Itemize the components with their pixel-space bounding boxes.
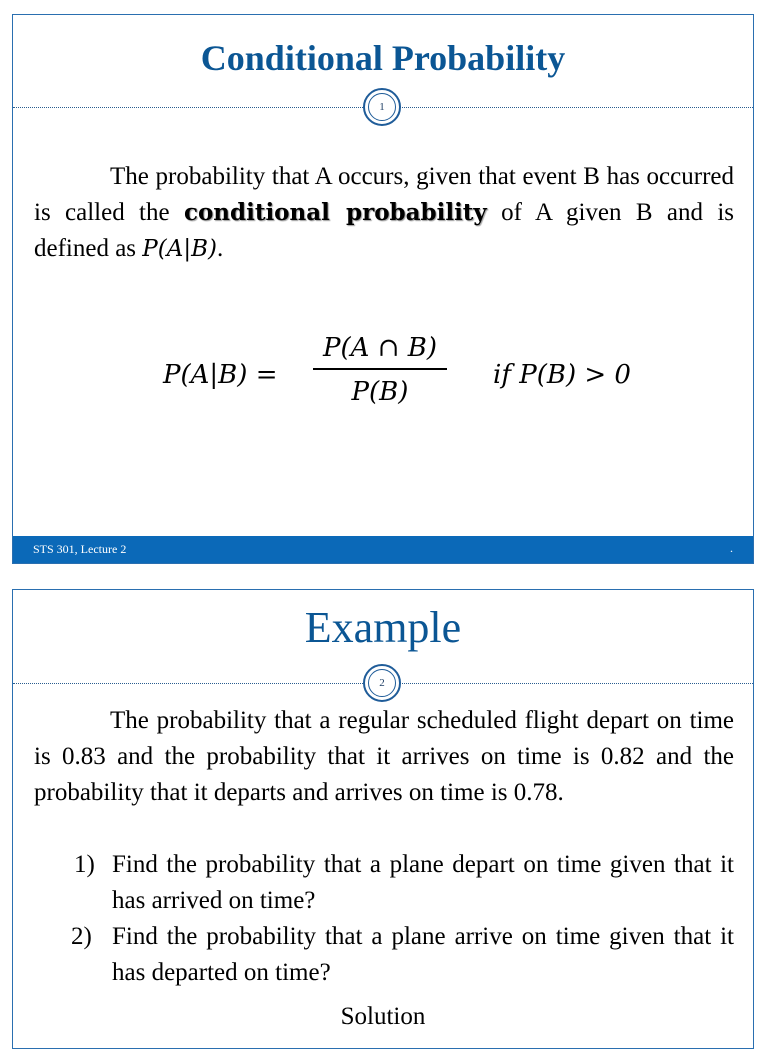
- conditional-probability-term: conditional probability: [183, 199, 487, 226]
- solution-heading: Solution: [340, 1003, 426, 1030]
- list-marker: 2): [71, 923, 92, 950]
- example-text: The probability that a regular scheduled flight depart on time is 0.83 and the probability that it arrives on time is 0.82 and the probability that it departs and arrives on time is 0.78.: [34, 707, 734, 806]
- formula-fraction: [313, 330, 447, 410]
- fraction-bar: [313, 368, 447, 370]
- slide-2: [12, 589, 754, 1049]
- question-list: [34, 847, 734, 991]
- formula-lhs: P(A|B) =: [163, 360, 278, 390]
- definition-period: .: [216, 235, 224, 262]
- definition-paragraph: [34, 159, 734, 267]
- slide-number: 1: [379, 101, 385, 113]
- formula-numerator: P(A ∩ B): [323, 333, 437, 363]
- notation-p-a-given-b: P(A|B): [142, 236, 217, 262]
- definition-text-start: The probability that A occurs, given that event B has occurred is called the: [34, 163, 734, 226]
- conditional-probability-formula: [163, 330, 683, 420]
- slide-number-badge: [363, 664, 401, 702]
- list-marker: 1): [74, 851, 95, 878]
- list-item: [34, 919, 734, 991]
- slide-number: 2: [379, 677, 385, 689]
- formula-condition: if P(B) > 0: [493, 360, 631, 390]
- slide-title: Conditional Probability: [200, 38, 566, 78]
- question-text: Find the probability that a plane depart on time given that it has arrived on time?: [112, 851, 734, 914]
- slide-title: Example: [304, 603, 462, 652]
- slide-1: [12, 14, 754, 564]
- list-item: [34, 847, 734, 919]
- question-text: Find the probability that a plane arrive on time given that it has departed on time?: [112, 923, 734, 986]
- formula-denominator: P(B): [351, 377, 409, 407]
- footer-dot: .: [730, 541, 733, 555]
- definition-text-end: of A given B and is defined as: [34, 199, 734, 262]
- footer-label: STS 301, Lecture 2: [33, 542, 127, 556]
- slide-footer: [13, 536, 753, 563]
- slide-number-badge: [363, 88, 401, 126]
- example-paragraph: [34, 703, 734, 811]
